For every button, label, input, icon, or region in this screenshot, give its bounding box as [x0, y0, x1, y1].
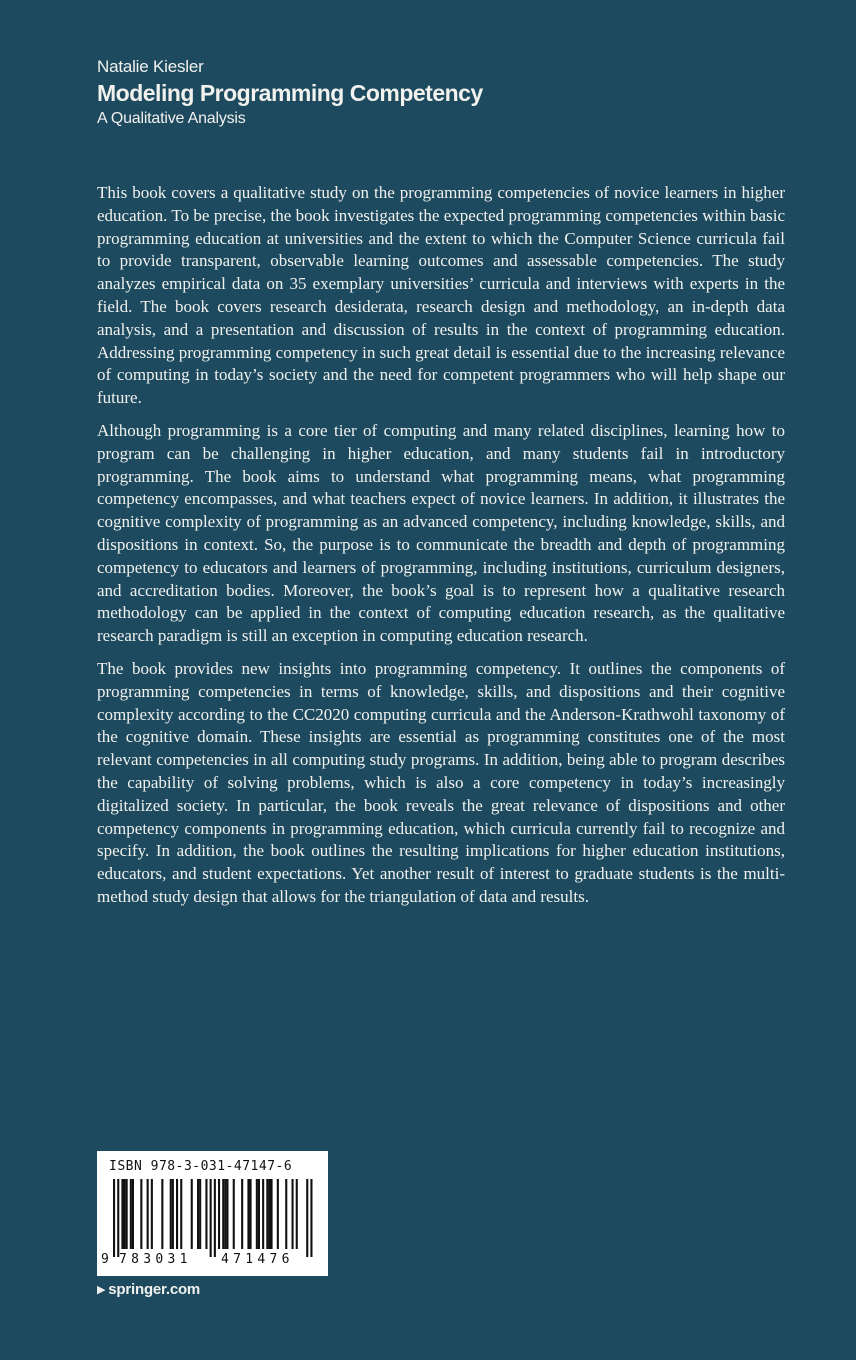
barcode-bar — [126, 1179, 128, 1249]
barcode-bar — [191, 1179, 193, 1249]
barcode-bar — [197, 1179, 199, 1249]
barcode-bar — [205, 1179, 207, 1249]
barcode-bar — [121, 1179, 123, 1249]
barcode-bar — [306, 1179, 308, 1257]
barcode-bar — [296, 1179, 298, 1249]
barcode-bar — [224, 1179, 226, 1249]
barcode-bar — [172, 1179, 174, 1249]
barcode-bar — [256, 1179, 258, 1249]
ean-first-digit: 9 — [101, 1252, 109, 1267]
barcode-bar — [222, 1179, 224, 1249]
isbn-label: ISBN 978-3-031-47147-6 — [109, 1159, 293, 1174]
barcode-bar — [310, 1179, 312, 1257]
blurb — [97, 182, 785, 919]
barcode-bar — [151, 1179, 153, 1249]
barcode-bar — [140, 1179, 142, 1249]
barcode-bar — [241, 1179, 243, 1249]
barcode-bar — [214, 1179, 216, 1257]
blurb-paragraph-2: Although programming is a core tier of computing and many related disciplines, learning how to program can be challenging in higher education, and many students fail in introductory programming. The book aims to understand what programming means, what programming competency encompasses, and what teachers expect of novice learners. In addition, it illustrates the cognitive complexity of programming as an advanced competency, including knowledge, skills, and dispositions in context. So, the purpose is to communicate the breadth and depth of programming competency to educators and learners of programming, including institutions, curriculum designers, and accreditation bodies. Moreover, the book’s goal is to represent how a qualitative research methodology can be applied in the context of computing education research, as the qualitative research paradigm is still an exception in computing education research. — [97, 420, 785, 646]
barcode-bar — [271, 1179, 273, 1249]
barcode-bars — [103, 1179, 322, 1257]
publisher-name: springer.com — [108, 1281, 201, 1298]
triangle-right-icon: ▶ — [97, 1284, 106, 1296]
barcode-bar — [132, 1179, 134, 1249]
barcode-bar — [124, 1179, 126, 1249]
barcode-bar — [292, 1179, 294, 1249]
barcode-bar — [199, 1179, 201, 1249]
barcode-bar — [176, 1179, 178, 1249]
barcode-bar — [277, 1179, 279, 1249]
barcode-bar — [233, 1179, 235, 1249]
publisher-link[interactable] — [97, 1281, 200, 1298]
barcode-bar — [266, 1179, 268, 1249]
barcode-bar — [218, 1179, 220, 1249]
ean-left-group: 783031 — [119, 1252, 192, 1267]
barcode-bar — [250, 1179, 252, 1249]
blurb-paragraph-3: The book provides new insights into programming competency. It outlines the components of programming competencies in terms of knowledge, skills, and dispositions and their cognitive complexity according to the CC2020 computing curricula and the Anderson-Krathwohl taxonomy of the cognitive domain. These insights are essential as programming constitutes one of the most relevant competencies in all computing study programs. In addition, being able to program describes the capability of solving problems, which is also a core competency in today’s increasingly digitalized society. In particular, the book reveals the great relevance of dispositions and other competency components in programming education, which curricula currently fail to recognize and specify. In addition, the book outlines the resulting implications for higher education institutions, educators, and student expectations. Yet another result of interest to graduate students is the multi-method study design that allows for the triangulation of data and results. — [97, 658, 785, 906]
barcode-bar — [170, 1179, 172, 1249]
barcode-bar — [130, 1179, 132, 1249]
barcode-bar — [180, 1179, 182, 1249]
barcode-bar — [161, 1179, 163, 1249]
barcode-bar — [147, 1179, 149, 1249]
barcode-bar — [117, 1179, 119, 1257]
barcode-bar — [262, 1179, 264, 1249]
barcode-bar — [113, 1179, 115, 1257]
barcode-bar — [285, 1179, 287, 1249]
isbn-barcode — [97, 1151, 328, 1276]
barcode-bar — [226, 1179, 228, 1249]
barcode-bar — [247, 1179, 249, 1249]
ean-right-group: 471476 — [221, 1252, 294, 1267]
author-name: Natalie Kiesler — [97, 57, 204, 76]
book-subtitle: A Qualitative Analysis — [97, 110, 246, 127]
blurb-paragraph-1: This book covers a qualitative study on the programming competencies of novice learners in higher education. To be precise, the book investigates the expected programming competencies within basic programming education at universities and the extent to which the Computer Science curricula fail to provide transparent, observable learning outcomes and assessable competencies. The study analyzes empirical data on 35 exemplary universities’ curricula and interviews with experts in the field. The book covers research desiderata, research design and methodology, an in-depth data analysis, and a presentation and discussion of results in the context of programming education. Addressing programming competency in such great detail is essential due to the increasing relevance of computing in today’s society and the need for competent programmers who will help shape our future. — [97, 183, 785, 408]
barcode-bar — [268, 1179, 270, 1249]
book-title: Modeling Programming Competency — [97, 80, 483, 106]
barcode-bar — [210, 1179, 212, 1257]
book-header — [97, 56, 483, 130]
barcode-bar — [258, 1179, 260, 1249]
